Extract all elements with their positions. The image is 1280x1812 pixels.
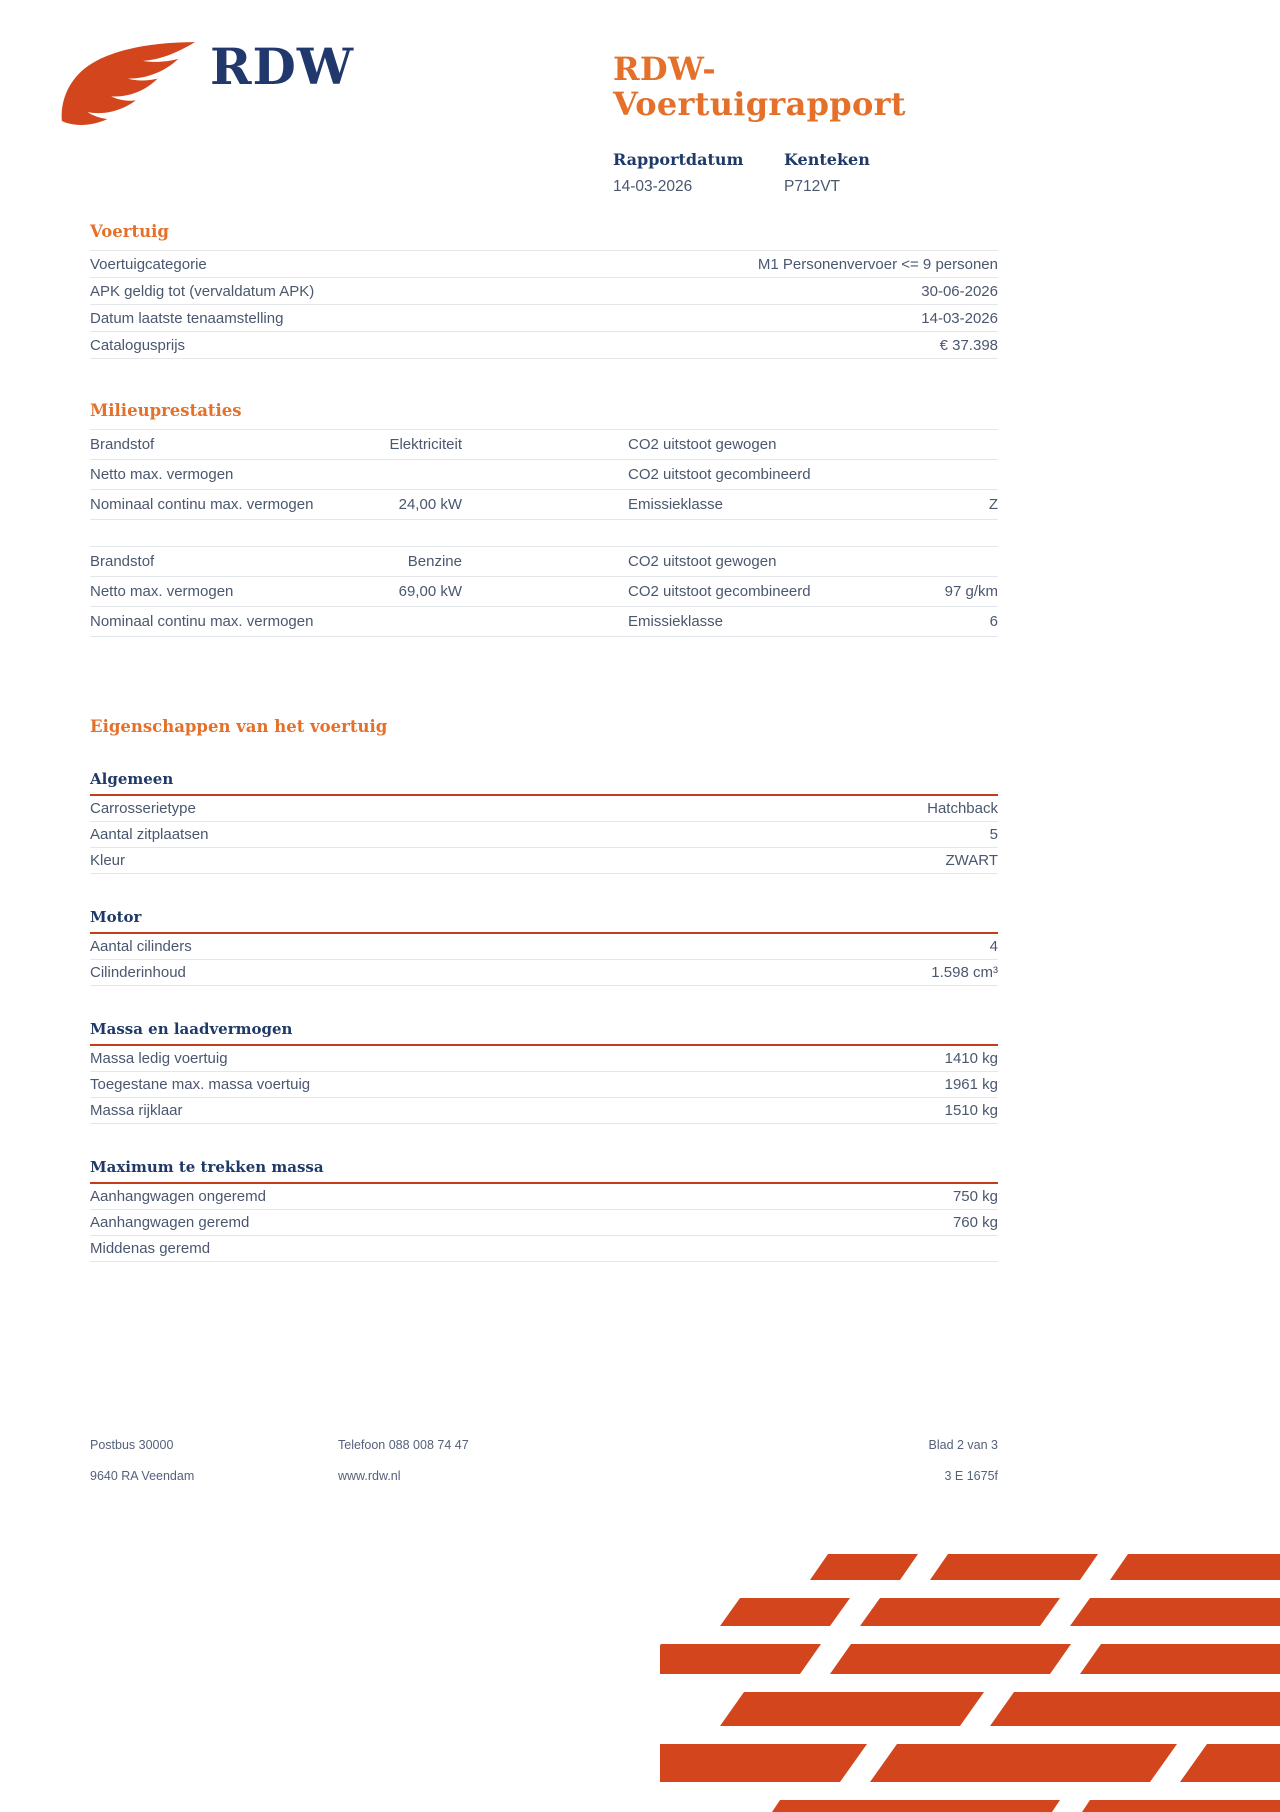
table-row [90,1210,998,1236]
table-row [90,332,998,359]
row-value: 69,00 kW [398,583,462,600]
row-value: € 37.398 [939,336,998,354]
row-left-pair [90,553,462,570]
license-plate-block [784,150,955,196]
table-row [90,607,998,637]
row-value: M1 Personenvervoer <= 9 personen [757,255,998,273]
footer-form-code: 3 E 1675f [944,1469,998,1483]
row-label: Kleur [90,852,126,869]
table-row [90,278,998,305]
row-value: 14-03-2026 [921,309,998,327]
table-row [90,430,998,460]
section-milieuprestaties [90,401,998,637]
row-label: CO2 uitstoot gewogen [628,436,777,453]
massa-table [90,1046,998,1124]
row-value: 4 [989,938,998,955]
subsection-motor [90,908,998,986]
row-label: Catalogusprijs [90,336,186,354]
section-title-milieuprestaties: Milieuprestaties [90,401,242,420]
row-label: Nominaal continu max. vermogen [90,496,314,513]
license-plate-label: Kenteken [784,150,870,170]
row-value: 760 kg [952,1214,998,1231]
row-value: 1410 kg [944,1050,998,1067]
row-value: 6 [989,613,998,630]
rdw-bird-icon [52,36,200,140]
table-row [90,1046,998,1072]
row-label: Aantal zitplaatsen [90,826,209,843]
algemeen-table [90,796,998,874]
row-label: APK geldig tot (vervaldatum APK) [90,282,315,300]
table-row [90,490,998,520]
row-left-pair [90,436,462,453]
row-label: Cilinderinhoud [90,964,186,981]
row-right-pair [628,496,998,513]
table-row [90,822,998,848]
row-value: Benzine [407,553,462,570]
row-label: Brandstof [90,553,155,570]
footer-address-line1: Postbus 30000 [90,1438,174,1452]
row-label: Emissieklasse [628,613,724,630]
row-label: Emissieklasse [628,496,724,513]
subsection-title-motor: Motor [90,908,998,934]
row-label: Netto max. vermogen [90,583,234,600]
row-value: Hatchback [927,800,998,817]
trekken-massa-table [90,1184,998,1262]
voertuig-table [90,250,998,359]
table-row [90,547,998,577]
table-row [90,796,998,822]
row-label: Massa ledig voertuig [90,1050,228,1067]
row-value: Z [988,496,998,513]
subsection-massa [90,1020,998,1124]
table-row [90,460,998,490]
table-row [90,1072,998,1098]
motor-table [90,934,998,986]
row-left-pair [90,583,462,600]
row-label: Nominaal continu max. vermogen [90,613,314,630]
table-row [90,305,998,332]
report-date-value: 14-03-2026 [613,178,693,196]
footer-address-line2: 9640 RA Veendam [90,1469,195,1483]
report-header [613,52,1005,196]
row-label: CO2 uitstoot gewogen [628,553,777,570]
subsection-title-trekken-massa: Maximum te trekken massa [90,1158,998,1184]
footer-page-indicator: Blad 2 van 3 [928,1438,998,1452]
row-label: Voertuigcategorie [90,255,207,273]
rdw-logo [52,36,354,140]
row-value: 1961 kg [944,1076,998,1093]
footer-phone: Telefoon 088 008 74 47 [338,1438,469,1452]
row-value: 750 kg [952,1188,998,1205]
license-plate-value: P712VT [784,178,841,196]
table-row [90,1236,998,1262]
row-left-pair [90,496,462,513]
table-row [90,1098,998,1124]
row-label: Carrosserietype [90,800,196,817]
row-right-pair [628,436,998,453]
row-value: ZWART [945,852,998,869]
row-label: Datum laatste tenaamstelling [90,309,284,327]
row-value: 1.598 cm³ [931,964,998,981]
subsection-title-algemeen: Algemeen [90,770,998,796]
table-row [90,1184,998,1210]
section-title-voertuig: Voertuig [90,222,169,241]
milieu-table-benzine [90,546,998,637]
report-body [90,222,998,1262]
subsection-trekken-massa [90,1158,998,1262]
footer-website: www.rdw.nl [338,1469,401,1483]
row-label: Massa rijklaar [90,1102,183,1119]
table-row [90,934,998,960]
report-date-block [613,150,784,196]
row-left-pair [90,466,462,483]
row-value: 97 g/km [944,583,998,600]
row-value: 24,00 kW [398,496,462,513]
section-voertuig [90,222,998,359]
row-right-pair [628,466,998,483]
table-row [90,960,998,986]
row-left-pair [90,613,462,630]
row-right-pair [628,583,998,600]
row-label: Netto max. vermogen [90,466,234,483]
report-date-label: Rapportdatum [613,150,744,170]
subsection-algemeen [90,770,998,874]
row-label: Toegestane max. massa voertuig [90,1076,311,1093]
row-label: CO2 uitstoot gecombineerd [628,583,811,600]
row-value: 1510 kg [944,1102,998,1119]
table-row [90,251,998,278]
table-row [90,848,998,874]
row-value: 30-06-2026 [921,282,998,300]
row-label: Aanhangwagen ongeremd [90,1188,266,1205]
row-value: 5 [989,826,998,843]
report-title: RDW-Voertuigrapport [613,50,906,124]
row-label: Aantal cilinders [90,938,192,955]
row-value: Elektriciteit [389,436,462,453]
section-title-eigenschappen: Eigenschappen van het voertuig [90,717,388,736]
row-right-pair [628,553,998,570]
section-eigenschappen [90,717,998,1262]
report-meta [613,150,1005,196]
row-label: Aanhangwagen geremd [90,1214,250,1231]
subsection-title-massa: Massa en laadvermogen [90,1020,998,1046]
rdw-stripes-graphic [660,1554,1280,1812]
page-footer [90,1438,998,1483]
table-row [90,577,998,607]
row-label: CO2 uitstoot gecombineerd [628,466,811,483]
milieu-table-elektriciteit [90,429,998,520]
row-label: Middenas geremd [90,1240,211,1257]
row-label: Brandstof [90,436,155,453]
rdw-logo-wordmark: RDW [210,37,355,96]
row-right-pair [628,613,998,630]
